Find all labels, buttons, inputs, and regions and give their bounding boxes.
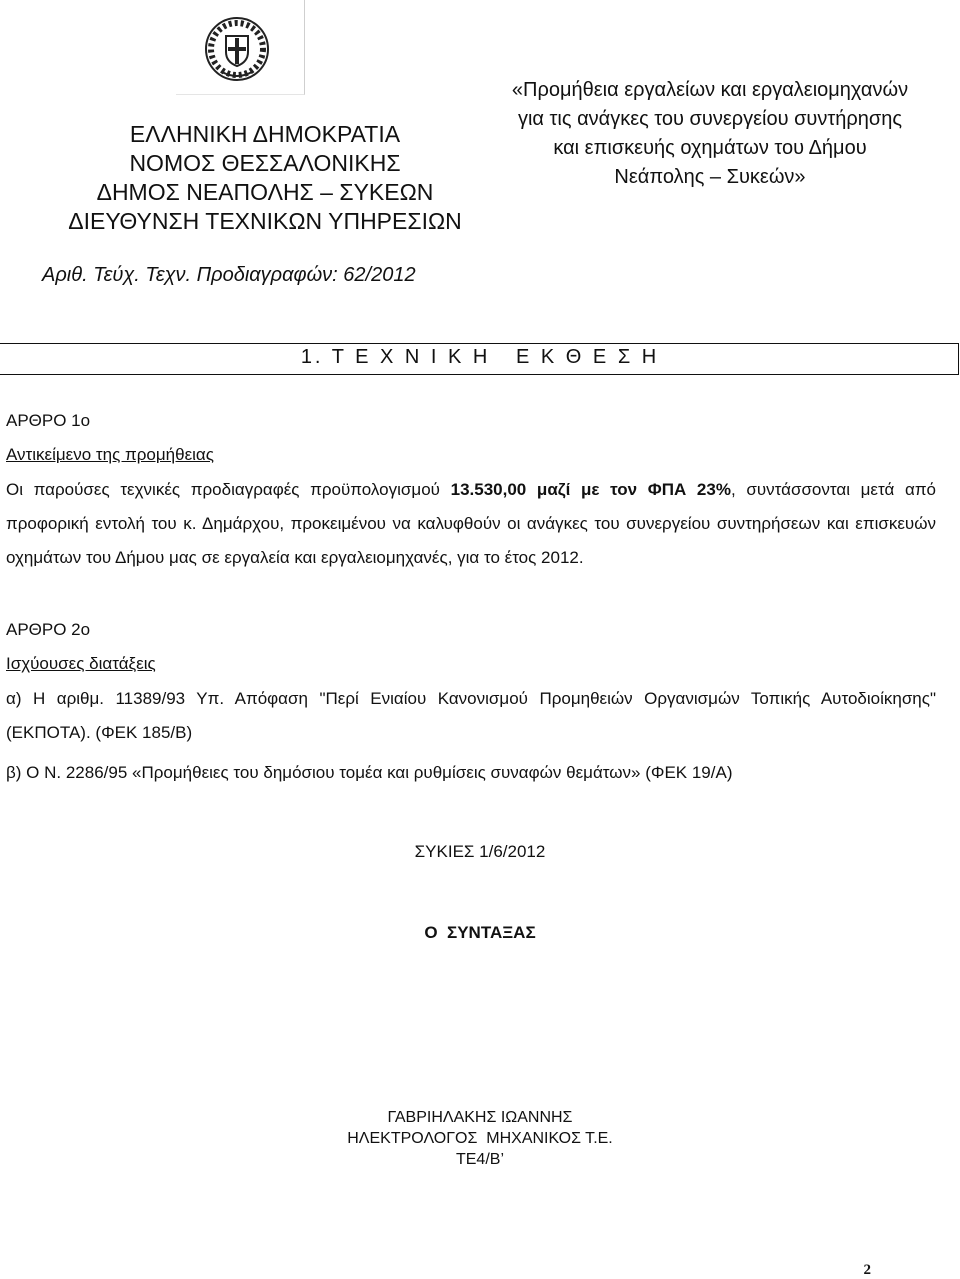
greek-emblem: [176, 0, 306, 95]
authority-line: ΔΙΕΥΘΥΝΣΗ ΤΕΧΝΙΚΩΝ ΥΠΗΡΕΣΙΩΝ: [68, 208, 462, 234]
signature-block: [0, 1107, 960, 1170]
article-2-subheading: Ισχύουσες διατάξεις: [6, 654, 156, 673]
title-line: «Προμήθεια εργαλείων και εργαλειομηχανών: [511, 79, 909, 101]
signer-grade: ΤΕ4/Β’: [455, 1151, 504, 1168]
provision-b: β) Ο Ν. 2286/95 «Προμήθειες του δημόσιου τομέα και ρυθμίσεις συναφών θεμάτων» (ΦΕΚ 19/Α): [6, 763, 733, 782]
issuing-authority: [60, 120, 470, 236]
signer-title: ΗΛΕΚΤΡΟΛΟΓΟΣ ΜΗΧΑΝΙΚΟΣ Τ.Ε.: [347, 1130, 613, 1147]
body-text: Οι παρούσες τεχνικές προδιαγραφές προϋπολογισμού: [6, 480, 451, 499]
coat-of-arms-icon: [204, 16, 270, 82]
authority-line: ΝΟΜΟΣ ΘΕΣΣΑΛΟΝΙΚΗΣ: [129, 150, 401, 176]
spec-number: Αριθ. Τεύχ. Τεχν. Προδιαγραφών: 62/2012: [42, 264, 416, 286]
page-number: 2: [863, 1262, 871, 1278]
place-date: ΣΥΚΙΕΣ 1/6/2012: [414, 842, 546, 861]
title-line: για τις ανάγκες του συνεργείου συντήρησης: [517, 108, 903, 130]
body-text: , συντάσσονται μετά από προφορική εντολή του κ. Δημάρχου, προκειμένου να καλυφθούν οι ανάγκες του συνεργείου συντηρήσεων και επισκευών οχημάτων του Δήμου μας σε εργαλεία και εργαλειομηχανές, για το έτος 2012.: [6, 480, 936, 567]
article-1-subheading: Αντικείμενο της προμήθειας: [6, 445, 214, 464]
article-2-heading: ΑΡΘΡΟ 2ο: [6, 620, 91, 639]
authority-line: ΕΛΛΗΝΙΚΗ ΔΗΜΟΚΡΑΤΙΑ: [129, 121, 401, 147]
article-2-item-a: [6, 682, 936, 750]
article-1-body: [6, 473, 936, 575]
authority-line: ΔΗΜΟΣ ΝΕΑΠΟΛΗΣ – ΣΥΚΕΩΝ: [96, 179, 434, 205]
title-line: Νεάπολης – Συκεών»: [614, 166, 806, 188]
article-1-heading: ΑΡΘΡΟ 1ο: [6, 411, 91, 430]
document-title: [470, 76, 950, 192]
signer-name: ΓΑΒΡΙΗΛΑΚΗΣ ΙΩΑΝΝΗΣ: [387, 1109, 573, 1126]
composer-label: Ο ΣΥΝΤΑΞΑΣ: [424, 923, 536, 942]
section-title: 1. Τ Ε Χ Ν Ι Κ Η Ε Κ Θ Ε Σ Η: [300, 346, 660, 368]
provision-a: α) Η αριθμ. 11389/93 Υπ. Απόφαση "Περί Ενιαίου Κανονισμού Προμηθειών Οργανισμών Τοπικής Αυτοδιοίκησης" (ΕΚΠΟΤΑ). (ΦΕΚ 185/Β): [6, 689, 936, 742]
title-line: και επισκευής οχημάτων του Δήμου: [553, 137, 867, 159]
budget-amount: 13.530,00 μαζί με τον ΦΠΑ 23%: [450, 480, 731, 499]
article-2-item-b: [6, 756, 936, 790]
